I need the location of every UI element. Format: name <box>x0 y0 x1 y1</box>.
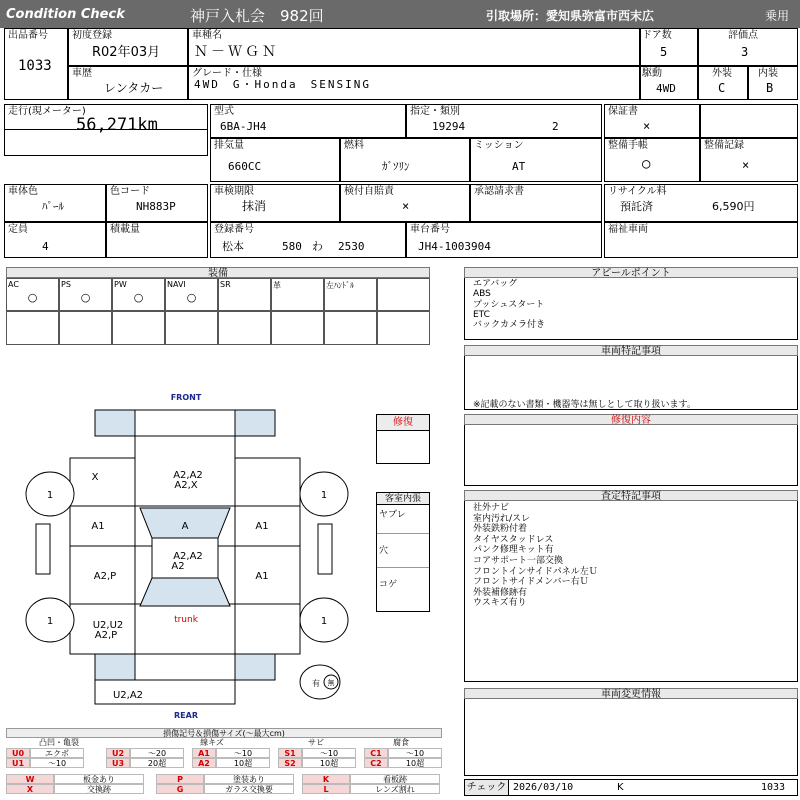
mark-left-front-fender: X <box>91 472 99 483</box>
welfare-label: 福祉車両 <box>608 224 648 235</box>
special-note: ※記載のない書類・機器等は無しとして取り扱います。 <box>473 400 696 410</box>
manual-label: 整備手帳 <box>608 140 648 151</box>
drive-value: 4WD <box>656 82 676 95</box>
left-side-sill <box>36 524 50 574</box>
fuel-label: 燃料 <box>344 140 364 151</box>
assessment-section <box>464 490 798 682</box>
legend-code: S1 <box>278 748 302 758</box>
legend-code: U1 <box>6 758 30 768</box>
legend-code: C2 <box>364 758 388 768</box>
tire-fr-value: 1 <box>320 490 328 501</box>
equipment-item-value: ○ <box>186 291 197 304</box>
damage-legend <box>6 728 442 796</box>
capacity-label: 定員 <box>8 224 28 235</box>
legend-desc: レンズ割れ <box>350 784 440 794</box>
special-section <box>464 345 798 410</box>
equipment-item <box>218 278 271 311</box>
assessment-item: 社外ナビ <box>473 503 510 513</box>
equipment-item <box>324 278 377 311</box>
equipment-item-label: 革 <box>273 281 281 290</box>
mark-roof-2: A2 <box>171 561 185 572</box>
equipment-empty-cell <box>324 311 377 345</box>
warranty-value: × <box>643 119 651 133</box>
equipment-item-label: SR <box>220 280 231 289</box>
assessment-item: フロントサイドメンバー右Ｕ <box>473 577 589 588</box>
legend-code: U3 <box>106 758 130 768</box>
plate-area: 松本 <box>222 240 244 253</box>
interior-value: B <box>766 81 774 95</box>
equipment-item <box>59 278 112 311</box>
front-left-corner <box>95 410 135 436</box>
vehicle-info <box>0 28 800 260</box>
rear-right-corner <box>235 654 275 680</box>
designation-value: 19294 <box>432 120 466 133</box>
manual-value: ○ <box>642 156 651 172</box>
legend-code: L <box>302 784 350 794</box>
first-reg-value: R02年03月 <box>92 45 161 60</box>
legend-desc: 板金あり <box>54 774 144 784</box>
legend-code: X <box>6 784 54 794</box>
model-name-value: Ｎ－ＷＧＮ <box>194 44 279 60</box>
legend-header: 腐食 <box>393 738 409 747</box>
chassis-value: JH4-1003904 <box>418 240 491 253</box>
changes-section <box>464 688 798 776</box>
lot-label: 出品番号 <box>8 30 48 41</box>
model-code-label: 型式 <box>214 106 234 117</box>
score-value: 3 <box>741 45 749 59</box>
color-code-value: NH883P <box>136 200 176 213</box>
legend-code: A2 <box>192 758 216 768</box>
legend-code: S2 <box>278 758 302 768</box>
assessment-list <box>473 503 598 609</box>
mark-left-quarter: U2,U2 <box>92 620 124 631</box>
assessment-item: タイヤスタッドレス <box>473 534 554 545</box>
legend-desc: 10超 <box>388 758 442 768</box>
changes-title: 車両変更情報 <box>464 688 798 699</box>
drive-label: 駆動 <box>642 68 662 79</box>
equipment-item-label: PW <box>114 280 127 289</box>
trunk-label: trunk <box>174 615 198 625</box>
equipment-empty-cell <box>59 311 112 345</box>
first-reg-label: 初度登録 <box>72 30 112 41</box>
legend-code: A1 <box>192 748 216 758</box>
rear-label: REAR <box>174 711 198 720</box>
repair-title: 修復内容 <box>464 414 798 425</box>
color-code-label: 色コード <box>110 186 150 197</box>
assessment-item: 室内汚れ/スレ <box>473 513 531 524</box>
equipment-item-value: ○ <box>80 291 91 304</box>
trunk-area <box>135 604 235 654</box>
equipment-item <box>271 278 324 311</box>
warranty-extra-box <box>700 104 798 138</box>
legend-desc: ～20 <box>130 748 184 758</box>
equipment-empty-cell <box>6 311 59 345</box>
equipment-empty-cell <box>271 311 324 345</box>
appeal-item: バックカメラ付き <box>473 320 546 331</box>
front-right-corner <box>235 410 275 436</box>
equipment-item-label: PS <box>61 280 71 289</box>
mark-windshield: A <box>181 521 189 532</box>
legend-desc: 20超 <box>130 758 184 768</box>
mark-left-quarter-2: A2,P <box>94 630 118 641</box>
repair-mark-box <box>376 414 430 464</box>
assessment-item: ウスキズ有り <box>473 598 527 609</box>
color-label: 車体色 <box>8 186 38 197</box>
equipment-item-label: AC <box>8 280 19 289</box>
assessment-item: パンク修理キット有 <box>473 545 554 556</box>
mark-left-front-door: A1 <box>91 521 105 532</box>
right-side-sill <box>318 524 332 574</box>
mark-left-rear-door: A2,P <box>93 571 117 582</box>
exterior-value: C <box>718 81 726 95</box>
rear-bumper-upper <box>135 654 235 680</box>
inspection-label: 車検期限 <box>214 186 254 197</box>
wear-burn: コゲ <box>379 580 398 590</box>
legend-desc: ～10 <box>388 748 442 758</box>
repair-section <box>464 414 798 486</box>
wear-tear: ヤブレ <box>379 510 406 520</box>
right-quarter <box>235 604 300 654</box>
legend-desc: エクボ <box>30 748 84 758</box>
legend-desc: 10超 <box>302 758 356 768</box>
check-code: K <box>617 782 624 793</box>
spare-label: 有 <box>312 679 320 688</box>
capacity-value: 4 <box>42 240 49 253</box>
score-label: 評価点 <box>728 30 758 41</box>
mark-rear-bumper: U2,A2 <box>112 690 144 701</box>
legend-desc: ガラス交換要 <box>204 784 294 794</box>
repair-box-label: 修復 <box>377 415 429 431</box>
equipment-empty-cell <box>112 311 165 345</box>
legend-title: 損傷記号＆損傷サイズ(～最大cm) <box>6 728 442 738</box>
color-value: ﾊﾟｰﾙ <box>42 200 64 213</box>
spare-circle-label: 無 <box>327 679 335 687</box>
pickup-location: 引取場所：愛知県弥富市西末広 <box>486 9 655 23</box>
equipment-empty-cell <box>165 311 218 345</box>
lot-number: 1033 <box>18 58 52 74</box>
legend-code: C1 <box>364 748 388 758</box>
front-bumper <box>135 410 235 436</box>
exterior-label: 外装 <box>712 68 732 79</box>
tire-fl-value: 1 <box>46 490 54 501</box>
assessment-item: フロントインサイドパネル左Ｕ <box>473 566 598 577</box>
header-bar <box>0 0 800 28</box>
grade-value: 4WD G・Honda SENSING <box>194 78 371 91</box>
equipment-item <box>6 278 59 311</box>
history-label: 車歴 <box>72 68 92 79</box>
plate-label: 登録番号 <box>214 224 254 235</box>
mileage-value: 56,271km <box>76 115 158 135</box>
rear-glass <box>140 578 230 606</box>
legend-code: W <box>6 774 54 784</box>
legend-desc: ～10 <box>302 748 356 758</box>
interior-wear-title: 客室内張 <box>377 493 429 505</box>
chassis-label: 車台番号 <box>410 224 450 235</box>
appeal-item: プッシュスタート <box>473 299 545 310</box>
left-front-fender <box>70 458 135 506</box>
vehicle-category: 乗用 <box>765 9 790 23</box>
record-label: 整備記録 <box>704 140 744 151</box>
legend-code: K <box>302 774 350 784</box>
assessment-title: 査定特記事項 <box>464 490 798 501</box>
self-dec-value: × <box>402 199 410 213</box>
mark-right-front-door: A1 <box>255 521 269 532</box>
plate-kana: わ <box>312 240 323 253</box>
header-title: Condition Check <box>6 7 125 22</box>
legend-code: P <box>156 774 204 784</box>
appeal-item: エアバッグ <box>473 279 518 289</box>
front-label: FRONT <box>170 393 202 402</box>
appeal-section <box>464 267 798 340</box>
auction-name: 神戸入札会 982回 <box>190 7 324 25</box>
legend-desc: 塗装あり <box>204 774 294 784</box>
check-lot: 1033 <box>761 782 786 793</box>
appeal-item: ABS <box>473 289 491 300</box>
rear-left-corner <box>95 654 135 680</box>
car-diagram <box>20 388 360 720</box>
doors-label: ドア数 <box>642 30 672 41</box>
interior-label: 内装 <box>758 68 778 79</box>
legend-desc: ～10 <box>30 758 84 768</box>
appeal-item: ETC <box>473 309 490 320</box>
warranty-label: 保証書 <box>608 106 638 117</box>
history-value: レンタカー <box>104 81 164 95</box>
displacement-value: 660CC <box>228 160 262 173</box>
equipment-item <box>377 278 430 311</box>
transmission-value: AT <box>512 160 526 173</box>
model-code-value: 6BA-JH4 <box>220 120 267 133</box>
wear-divider-2 <box>377 567 429 568</box>
equipment-item-value: ○ <box>27 291 38 304</box>
mark-hood-2: A2,X <box>174 480 198 491</box>
assessment-item: コアサポート一部交換 <box>473 555 564 566</box>
tire-rl-value: 1 <box>46 616 54 627</box>
self-dec-label: 検付自賠責 <box>344 186 394 197</box>
equipment-empty-cell <box>377 311 430 345</box>
load-label: 積載量 <box>110 224 140 235</box>
legend-code: U2 <box>106 748 130 758</box>
doors-value: 5 <box>660 45 668 59</box>
equipment-title: 装備 <box>6 267 430 278</box>
wear-divider-1 <box>377 533 429 534</box>
model-name-label: 車種名 <box>192 30 222 41</box>
assessment-item: 外装補修跡有 <box>473 587 528 598</box>
legend-header: 線キズ <box>200 738 224 747</box>
transmission-label: ミッション <box>474 140 524 151</box>
check-label: チェック <box>465 780 509 795</box>
plate-number: 2530 <box>338 240 365 253</box>
recycle-label: リサイクル料 <box>608 186 667 197</box>
inspection-value: 抹消 <box>242 199 267 213</box>
fuel-value: ｶﾞｿﾘﾝ <box>382 160 410 173</box>
appeal-title: アピールポイント <box>464 267 798 278</box>
equipment-empty-cell <box>218 311 271 345</box>
wear-hole: 穴 <box>379 546 389 556</box>
mileage-label: 走行(現メーター) <box>8 106 86 117</box>
legend-desc: 10超 <box>216 758 270 768</box>
equipment-item-value: ○ <box>133 291 144 304</box>
equipment-item-label: 左ﾊﾝﾄﾞﾙ <box>326 281 354 290</box>
legend-desc: 交換跡 <box>54 784 144 794</box>
tire-rr-value: 1 <box>320 616 328 627</box>
appeal-list <box>473 279 545 330</box>
approval-label: 承認請求書 <box>474 186 524 197</box>
mark-hood: A2,A2 <box>173 470 203 481</box>
interior-wear-box <box>376 492 430 612</box>
equipment-item <box>112 278 165 311</box>
legend-desc: 看板跡 <box>350 774 440 784</box>
mark-roof: A2,A2 <box>173 551 203 562</box>
check-footer <box>464 779 798 796</box>
check-date: 2026/03/10 <box>513 782 574 793</box>
legend-header: サビ <box>308 738 324 747</box>
assessment-item: 外装鉄粉付着 <box>473 524 528 535</box>
recycle-fee: 6,590円 <box>712 200 755 213</box>
legend-desc: ～10 <box>216 748 270 758</box>
classification-value: 2 <box>552 120 559 133</box>
record-value: × <box>742 158 750 172</box>
mark-right-rear-door: A1 <box>255 571 269 582</box>
equipment-section <box>6 267 430 345</box>
designation-label: 指定・類別 <box>410 106 460 117</box>
legend-code: U0 <box>6 748 30 758</box>
right-front-fender <box>235 458 300 506</box>
equipment-item-label: NAVI <box>167 280 186 289</box>
legend-header: 凸凹・亀裂 <box>39 738 79 747</box>
grade-label: グレード・仕様 <box>192 68 262 79</box>
plate-class: 580 <box>282 240 302 253</box>
equipment-item <box>165 278 218 311</box>
displacement-label: 排気量 <box>214 140 244 151</box>
legend-code: G <box>156 784 204 794</box>
recycle-status: 預託済 <box>620 200 653 213</box>
special-title: 車両特記事項 <box>464 345 798 356</box>
